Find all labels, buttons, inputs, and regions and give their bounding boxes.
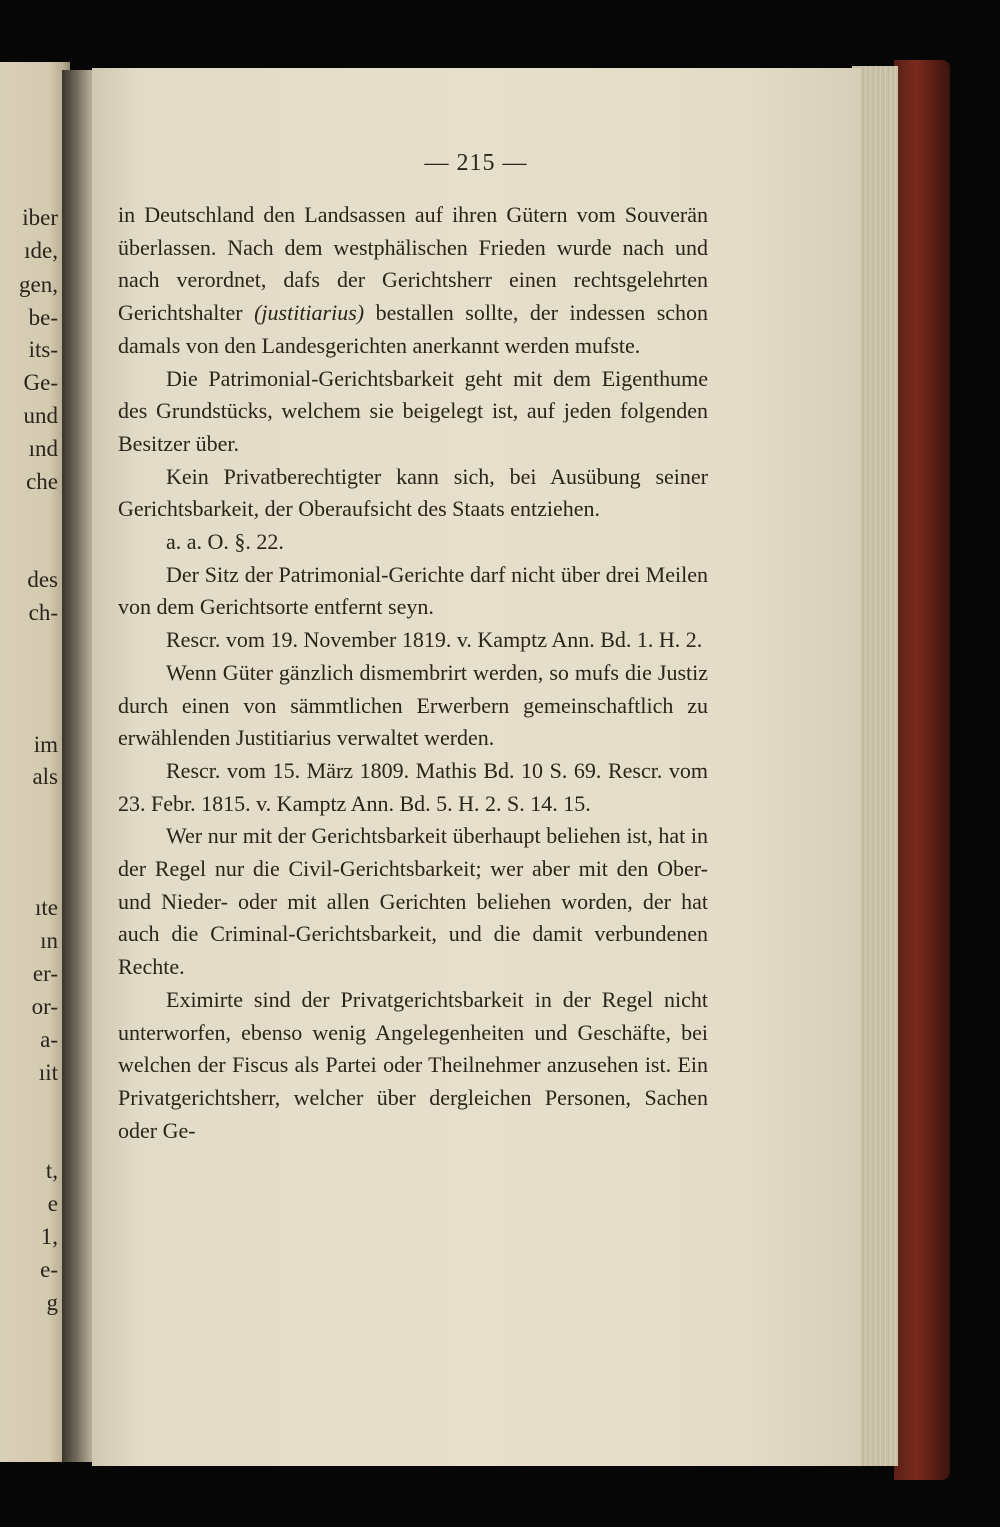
left-page-fragment: des: [27, 567, 58, 592]
left-page-fragment: iber: [22, 205, 58, 230]
left-page-fragment: ıde,: [24, 238, 58, 263]
left-page-fragment: ınd: [28, 436, 58, 461]
left-page-fragment: t,: [45, 1158, 58, 1183]
left-page-fragment: gen,: [19, 272, 58, 297]
left-page-fragment: or-: [31, 994, 58, 1019]
left-page-fragment: g: [46, 1290, 58, 1315]
page-body-text: [118, 199, 708, 1147]
paragraph: Eximirte sind der Privatgerichtsbarkeit in der Regel nicht unterworfen, ebenso wenig Angelegenheiten und Geschäfte, bei welchen der Fiscus als Partei oder Theilnehmer anzusehen ist. Ein Privatgerichtsherr, welcher über dergleichen Personen, Sachen oder Ge-: [118, 986, 708, 1143]
paragraph: in Deutschland den Landsassen auf ihren Gütern vom Souverän überlassen. Nach dem westphälischen Frieden wurde nach und nach verordnet, dafs der Gerichtsherr einen rechtsgelehrten Gerichtshalter (justitiarius) bestallen sollte, der indessen schon damals von den Landesgerichten anerkannt werden mufste.: [118, 202, 709, 358]
left-page-fragment: und: [23, 403, 58, 428]
paragraph: Die Patrimonial-Gerichtsbarkeit geht mit dem Eigenthume des Grundstücks, welchem sie beigelegt ist, auf jeden folgenden Besitzer über.: [118, 365, 708, 456]
left-page-fragment: its-: [28, 337, 58, 362]
paragraph: Wer nur mit der Gerichtsbarkeit überhaupt beliehen ist, hat in der Regel nur die Civil-Gerichtsbarkeit; wer aber mit den Ober- und Nieder- oder mit allen Gerichten beliehen worden, der hat auch die Criminal-Gerichtsbarkeit, und die damit verbundenen Rechte.: [118, 823, 708, 980]
paragraph: Der Sitz der Patrimonial-Gerichte darf nicht über drei Meilen von dem Gerichtsorte entfernt seyn.: [118, 561, 708, 620]
left-page-fragment: ın: [40, 928, 58, 953]
citation: a. a. O. §. 22.: [166, 529, 284, 555]
left-page-fragment: e-: [40, 1257, 58, 1282]
left-page-fragment: a-: [40, 1027, 58, 1052]
left-page-fragment: im: [33, 732, 58, 757]
left-page-fragment: ıte: [35, 895, 58, 920]
italic-term: (justitiarius): [254, 300, 365, 326]
book-cover-edge: [894, 60, 950, 1480]
left-page-fragment: e: [47, 1191, 58, 1216]
paragraph: Kein Privatberechtigter kann sich, bei Ausübung seiner Gerichtsbarkeit, der Oberaufsicht des Staats entziehen.: [118, 463, 708, 522]
citation: Rescr. vom 19. November 1819. v. Kamptz Ann. Bd. 1. H. 2.: [166, 627, 703, 653]
left-page-fragment: Ge-: [23, 370, 58, 395]
left-page-fragment: als: [32, 764, 58, 789]
left-page-fragment: er-: [32, 961, 58, 986]
left-page-fragment: be-: [28, 305, 58, 330]
left-page-fragment: che: [26, 469, 58, 494]
page-number: — 215 —: [424, 150, 528, 176]
left-page-fragment: ıit: [38, 1060, 58, 1085]
paragraph: Wenn Güter gänzlich dismembrirt werden, so mufs die Justiz durch einen von sämmtlichen Erwerbern gemeinschaftlich zu erwählenden Justitiarius verwaltet werden.: [118, 659, 708, 751]
left-page-fragment: ch-: [28, 600, 58, 625]
citation: Rescr. vom 15. März 1809. Mathis Bd. 10 S. 69. Rescr. vom 23. Febr. 1815. v. Kamptz Ann. Bd. 5. H. 2. S. 14. 15.: [118, 757, 708, 816]
left-page-fragment: 1,: [40, 1224, 58, 1249]
